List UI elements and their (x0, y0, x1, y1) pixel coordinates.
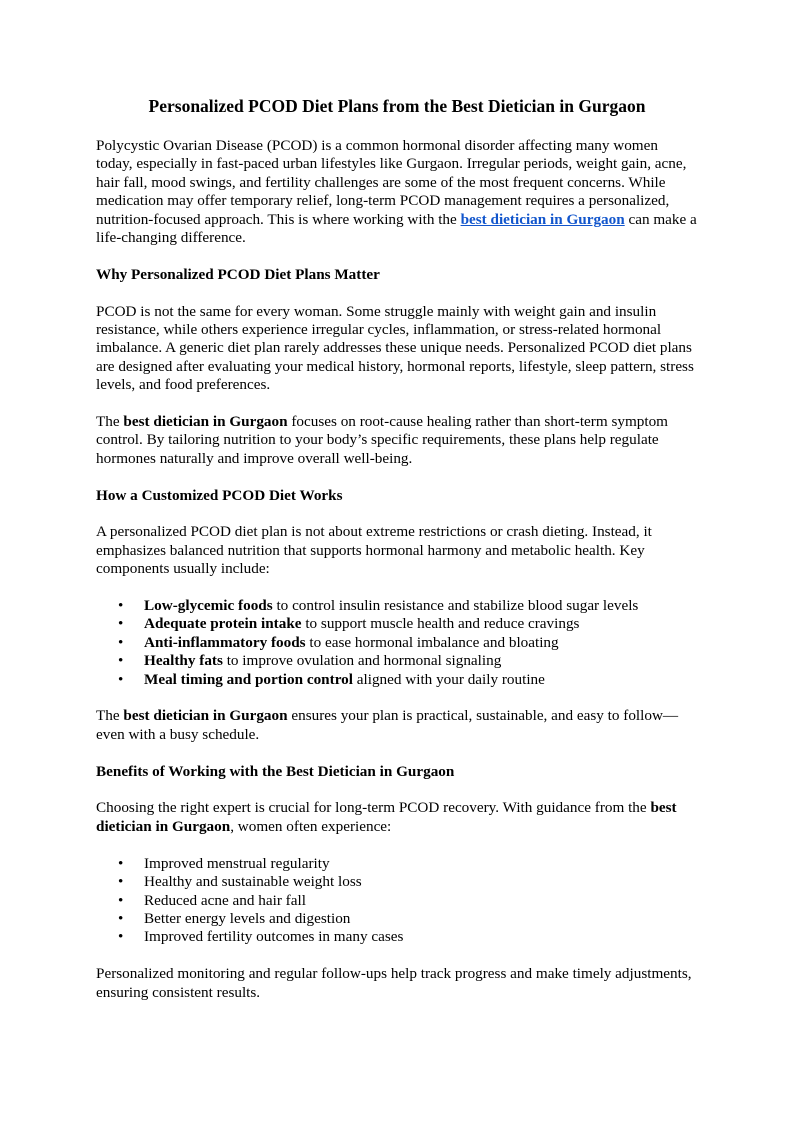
section2-p2-bold: best dietician in Gurgaon (123, 707, 288, 725)
list-item (96, 928, 698, 946)
list-item-text: Healthy and sustainable weight loss (144, 873, 362, 891)
list-item-bold: Low-glycemic foods (144, 597, 273, 615)
list-item (96, 615, 698, 633)
list-item-text: aligned with your daily routine (352, 670, 545, 688)
section-heading-benefits: Benefits of Working with the Best Dietician in Gurgaon (96, 762, 455, 780)
list-item (96, 634, 698, 652)
list-item-text: to ease hormonal imbalance and bloating (305, 633, 559, 651)
list-item-text: to control insulin resistance and stabilize blood sugar levels (272, 597, 639, 615)
section2-paragraph-1: A personalized PCOD diet plan is not about extreme restrictions or crash dieting. Instead, it emphasizes balanced nutrition that supports hormonal harmony and metabolic health. Key components usually include: (96, 523, 652, 578)
bullet-icon: • (118, 615, 124, 633)
intro-text-after: can make a life-changing difference. (96, 210, 697, 247)
list-item-text: Improved fertility outcomes in many cases (144, 928, 404, 946)
section1-paragraph-2 (96, 413, 698, 468)
list-item-text: to improve ovulation and hormonal signaling (222, 652, 502, 670)
section1-p2-before: The (96, 413, 124, 431)
list-item (96, 652, 698, 670)
section3-paragraph-2: Personalized monitoring and regular follow-ups help track progress and make timely adjustments, ensuring consistent results. (96, 965, 692, 1001)
diet-components-list (96, 597, 698, 689)
list-item-bold: Meal timing and portion control (144, 670, 353, 688)
section-heading-how: How a Customized PCOD Diet Works (96, 486, 343, 504)
bullet-icon: • (118, 909, 124, 927)
bullet-icon: • (118, 633, 124, 651)
intro-text-before: Polycystic Ovarian Disease (PCOD) is a common hormonal disorder affecting many women today, especially in fast-paced urban lifestyles like Gurgaon. Irregular periods, weight gain, acne, hair fall, mood swings, and fertility challenges are some of the most frequent concerns. While medication may offer temporary relief, long-term PCOD management requires a personalized, nutrition-focused approach. This is where working with the (96, 137, 687, 228)
section1-p2-after: focuses on root-cause healing rather than short-term symptom control. By tailoring nutrition to your body’s specific requirements, these plans help regulate hormones naturally and improve overall well-being. (96, 413, 668, 467)
section3-p1-bold: best dietician in Gurgaon (96, 799, 677, 835)
list-item-text: Improved menstrual regularity (144, 854, 330, 872)
section2-p2-before: The (96, 707, 124, 725)
section2-p2-after: ensures your plan is practical, sustainable, and easy to follow—even with a busy schedule. (96, 707, 679, 743)
list-item-bold: Healthy fats (144, 652, 223, 670)
bullet-icon: • (118, 597, 124, 615)
section3-p1-after: , women often experience: (230, 817, 392, 835)
list-item (96, 910, 698, 928)
list-item-text: to support muscle health and reduce cravings (301, 615, 580, 633)
list-item-text: Better energy levels and digestion (144, 909, 351, 927)
bullet-icon: • (118, 854, 124, 872)
list-item (96, 855, 698, 873)
benefits-list (96, 855, 698, 947)
list-item (96, 873, 698, 891)
section1-paragraph-1: PCOD is not the same for every woman. Some struggle mainly with weight gain and insulin resistance, while others experience irregular cycles, inflammation, or stress-related hormonal imbalance. A generic diet plan rarely addresses these unique needs. Personalized PCOD diet plans are designed after evaluating your medical history, hormonal reports, lifestyle, sleep pattern, stress levels, and food preferences. (96, 302, 694, 394)
section3-paragraph-1 (96, 799, 698, 836)
section-heading-why: Why Personalized PCOD Diet Plans Matter (96, 265, 380, 283)
bullet-icon: • (118, 873, 124, 891)
bullet-icon: • (118, 891, 124, 909)
list-item-text: Reduced acne and hair fall (144, 891, 306, 909)
list-item (96, 892, 698, 910)
list-item (96, 671, 698, 689)
intro-paragraph (96, 137, 698, 247)
bullet-icon: • (118, 652, 124, 670)
list-item-bold: Adequate protein intake (144, 615, 302, 633)
section1-p2-bold: best dietician in Gurgaon (123, 413, 288, 431)
section3-p1-before: Choosing the right expert is crucial for long-term PCOD recovery. With guidance from the (96, 799, 651, 817)
best-dietician-link[interactable]: best dietician in Gurgaon (460, 210, 625, 228)
section2-paragraph-2 (96, 707, 698, 744)
list-item (96, 597, 698, 615)
bullet-icon: • (118, 670, 124, 688)
bullet-icon: • (118, 928, 124, 946)
document-title: Personalized PCOD Diet Plans from the Best Dietician in Gurgaon (148, 96, 646, 116)
list-item-bold: Anti-inflammatory foods (144, 633, 306, 651)
